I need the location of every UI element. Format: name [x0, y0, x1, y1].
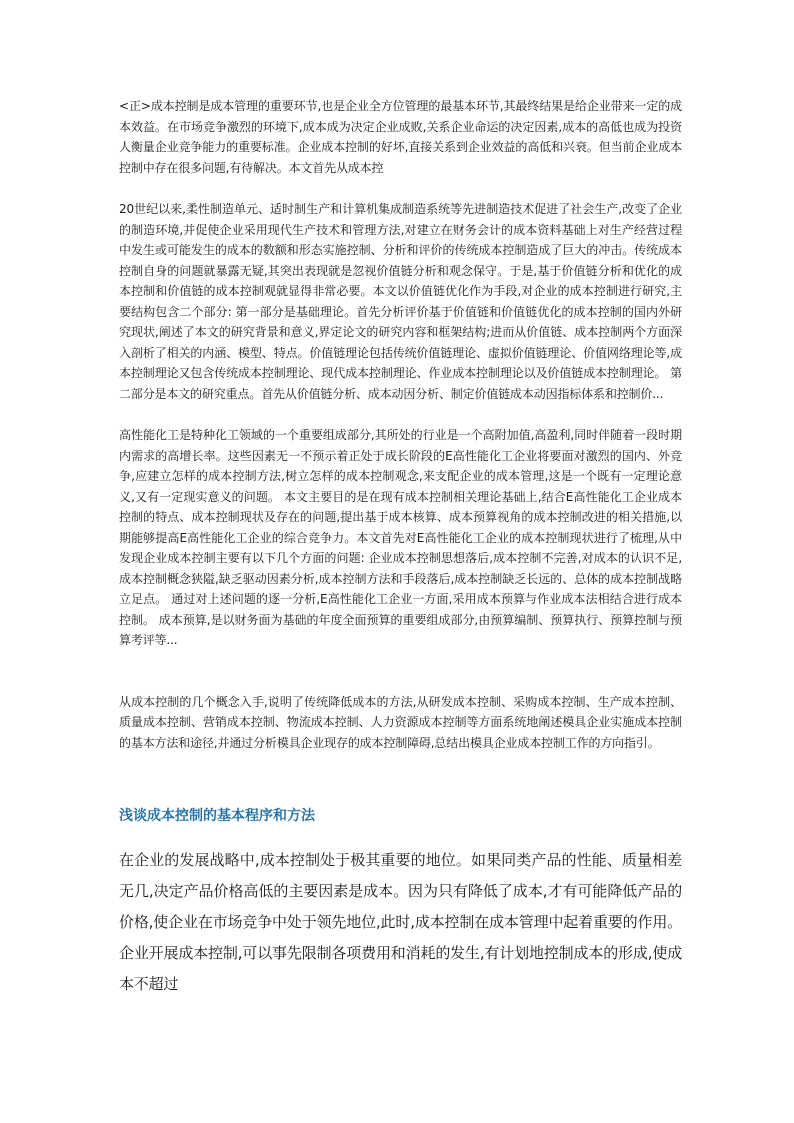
abstract-paragraph-2: 20世纪以来,柔性制造单元、适时制生产和计算机集成制造系统等先进制造技术促进了社会生产,改变了企业的制造环境,并促使企业采用现代生产技术和管理方法,对建立在财务会计的成本资料基础上对生产经营过程中发生或可能发生的成本的数额和形态实施控制、分析和评价的传统成本控制造成了巨大的冲击。传统成本控制自身的问题就暴露无疑,其突出表现就是忽视价值链分析和观念保守。于是,基于价值链分析和优化的成本控制和价值链的成本控制观就显得非常必要。本文以价值链优化作为手段,对企业的成本控制进行研究,主要结构包含二个部分: 第一部分是基础理论。首先分析评价基于价值链和价值链优化的成本控制的国内外研究现状,阐述了本文的研究背景和意义,界定论文的研究内容和框架结构;进而从价值链、成本控制两个方面深入剖析了相关的内涵、模型、特点。价值链理论包括传统价值链理论、虚拟价值链理论、价值网络理论等,成本控制理论又包含传统成本控制理论、现代成本控制理论、作业成本控制理论以及价值链成本控制理论。 第二部分是本文的研究重点。首先从价值链分析、成本动因分析、制定价值链成本动因指标体系和控制价... — [119, 202, 682, 401]
article-title-link[interactable]: 浅谈成本控制的基本程序和方法 — [119, 808, 315, 824]
abstract-paragraph-3: 高性能化工是特种化工领域的一个重要组成部分,其所处的行业是一个高附加值,高盈利,同时伴随着一段时期内需求的高增长率。这些因素无一不预示着正处于成长阶段的E高性能化工企业将要面对激烈的国内、外竞争,应建立怎样的成本控制方法,树立怎样的成本控制观念,来支配企业的成本管理,这是一个既有一定理论意义,又有一定现实意义的问题。 本文主要目的是在现有成本控制相关理论基础上,结合E高性能化工企业成本控制的特点、成本控制现状及存在的问题,提出基于成本核算、成本预算视角的成本控制改进的相关措施,以期能够提高E高性能化工企业的综合竞争力。本文首先对E高性能化工企业的成本控制现状进行了梳理,从中发现企业成本控制主要有以下几个方面的问题: 企业成本控制思想落后,成本控制不完善,对成本的认识不足,成本控制概念狭隘,缺乏驱动因素分析,成本控制方法和手段落后,成本控制缺乏长远的、总体的成本控制战略立足点。 通过对上述问题的逐一分析,E高性能化工企业一方面,采用成本预算与作业成本法相结合进行成本控制。 成本预算,是以财务面为基础的年度全面预算的重要组成部分,由预算编制、预算执行、预算控制与预算考评等... — [119, 428, 682, 647]
abstract-paragraph-4: 从成本控制的几个概念入手,说明了传统降低成本的方法,从研发成本控制、采购成本控制、生产成本控制、质量成本控制、营销成本控制、物流成本控制、人力资源成本控制等方面系统地阐述模具企业实施成本控制的基本方法和途径,并通过分析模具企业现存的成本控制障碍,总结出模具企业成本控制工作的方向指引。 — [119, 694, 682, 750]
article-body: 在企业的发展战略中,成本控制处于极其重要的地位。如果同类产品的性能、质量相差无几,决定产品价格高低的主要因素是成本。因为只有降低了成本,才有可能降低产品的价格,使企业在市场竞争中处于领先地位,此时,成本控制在成本管理中起着重要的作用。企业开展成本控制,可以事先限制各项费用和消耗的发生,有计划地控制成本的形成,使成本不超过 — [119, 851, 682, 993]
abstract-paragraph-1: <正>成本控制是成本管理的重要环节,也是企业全方位管理的最基本环节,其最终结果是给企业带来一定的成本效益。在市场竞争激烈的环境下,成本成为决定企业成败,关系企业命运的决定因素,成本的高低也成为投资人衡量企业竞争能力的重要标准。企业成本控制的好坏,直接关系到企业效益的高低和兴衰。但当前企业成本控制中存在很多问题,有待解决。本文首先从成本控 — [119, 99, 682, 175]
